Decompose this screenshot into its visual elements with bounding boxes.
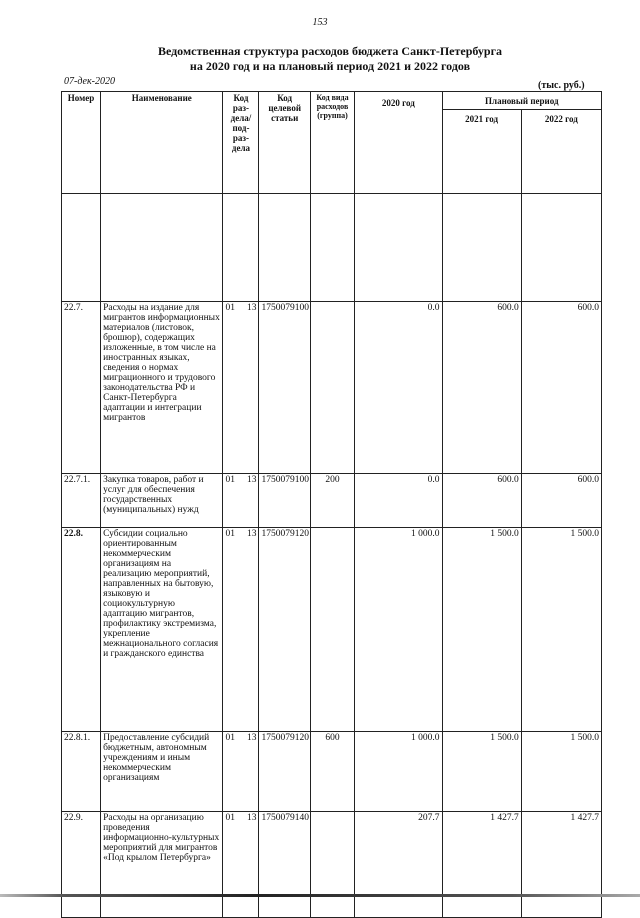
row-target-code: 1750079100 <box>259 302 310 474</box>
header-2020: 2020 год <box>355 92 442 194</box>
row-number: 22.8. <box>62 528 101 732</box>
row-name: Расходы на организацию проведения информационно-культурных мероприятий для мигрантов «Под крылом Петербурга» <box>101 812 223 918</box>
spacer-row <box>62 194 602 302</box>
title-line-2: на 2020 год и на плановый период 2021 и 2022 годов <box>189 59 471 73</box>
header-target: Код целевой статьи <box>259 92 310 194</box>
units-label: (тыс. руб.) <box>538 80 585 91</box>
row-name: Предоставление субсидий бюджетным, автономным учреждениям и иным некоммерческим организациям <box>101 732 223 812</box>
row-subsection: 13 <box>246 813 257 823</box>
row-expense-code <box>310 812 354 918</box>
row-section: 01 <box>225 733 235 743</box>
header-expense: Код вида расходов (группа) <box>310 92 354 194</box>
budget-table <box>61 91 602 918</box>
table-body <box>62 194 602 918</box>
row-subsection: 13 <box>246 529 257 539</box>
row-2021: 600.0 <box>442 302 521 474</box>
document-title <box>70 44 590 74</box>
header-2022: 2022 год <box>521 110 601 194</box>
row-subsection: 13 <box>246 733 257 743</box>
row-number: 22.9. <box>62 812 101 918</box>
row-expense-code <box>310 528 354 732</box>
header-name: Наименование <box>101 92 223 194</box>
row-2022: 1 500.0 <box>521 732 601 812</box>
row-section-code <box>223 302 259 474</box>
row-expense-code: 200 <box>310 474 354 528</box>
row-number: 22.7. <box>62 302 101 474</box>
row-section-code <box>223 528 259 732</box>
table-row <box>62 474 602 528</box>
table-row <box>62 302 602 474</box>
row-2021: 1 500.0 <box>442 528 521 732</box>
table-row <box>62 812 602 918</box>
row-2020: 0.0 <box>355 474 442 528</box>
row-number: 22.7.1. <box>62 474 101 528</box>
row-subsection: 13 <box>246 303 257 313</box>
row-2020: 1 000.0 <box>355 528 442 732</box>
row-section: 01 <box>225 529 235 539</box>
table-row <box>62 528 602 732</box>
header-plan-period: Плановый период <box>442 92 601 110</box>
row-expense-code: 600 <box>310 732 354 812</box>
header-section: Код раз-дела/ под-раз-дела <box>223 92 259 194</box>
row-section-code <box>223 732 259 812</box>
row-section-code <box>223 474 259 528</box>
row-name: Субсидии социально ориентированным некоммерческим организациям на реализацию мероприятий, направленных на бытовую, языковую и социокультурную адаптацию мигрантов, профилактику экстремизма, укрепление межнационального согласия и гражданского единства <box>101 528 223 732</box>
row-section: 01 <box>225 303 235 313</box>
header-number: Номер <box>62 92 101 194</box>
row-target-code: 1750079140 <box>259 812 310 918</box>
row-number: 22.8.1. <box>62 732 101 812</box>
row-2022: 600.0 <box>521 474 601 528</box>
title-line-1: Ведомственная структура расходов бюджета Санкт-Петербурга <box>157 44 503 58</box>
row-name: Расходы на издание для мигрантов информационных материалов (листовок, брошюр), содержащих изложенные, в том числе на иностранных языках, сведения о нормах миграционного и трудового законодательства РФ и Санкт-Петербурга адаптации и интеграции мигрантов <box>101 302 223 474</box>
row-2021: 600.0 <box>442 474 521 528</box>
row-target-code: 1750079120 <box>259 528 310 732</box>
document-date: 07-дек-2020 <box>64 76 115 87</box>
row-section: 01 <box>225 475 235 485</box>
row-section: 01 <box>225 813 235 823</box>
row-2020: 0.0 <box>355 302 442 474</box>
row-expense-code <box>310 302 354 474</box>
row-target-code: 1750079100 <box>259 474 310 528</box>
row-2022: 1 500.0 <box>521 528 601 732</box>
row-section-code <box>223 812 259 918</box>
row-name: Закупка товаров, работ и услуг для обеспечения государственных (муниципальных) нужд <box>101 474 223 528</box>
header-2021: 2021 год <box>442 110 521 194</box>
table-header <box>62 92 602 194</box>
row-2021: 1 500.0 <box>442 732 521 812</box>
row-2021: 1 427.7 <box>442 812 521 918</box>
row-target-code: 1750079120 <box>259 732 310 812</box>
row-2020: 207.7 <box>355 812 442 918</box>
row-2020: 1 000.0 <box>355 732 442 812</box>
table-row <box>62 732 602 812</box>
row-subsection: 13 <box>246 475 257 485</box>
page-number: 153 <box>312 17 328 28</box>
scan-edge-line <box>0 894 640 897</box>
row-2022: 1 427.7 <box>521 812 601 918</box>
row-2022: 600.0 <box>521 302 601 474</box>
